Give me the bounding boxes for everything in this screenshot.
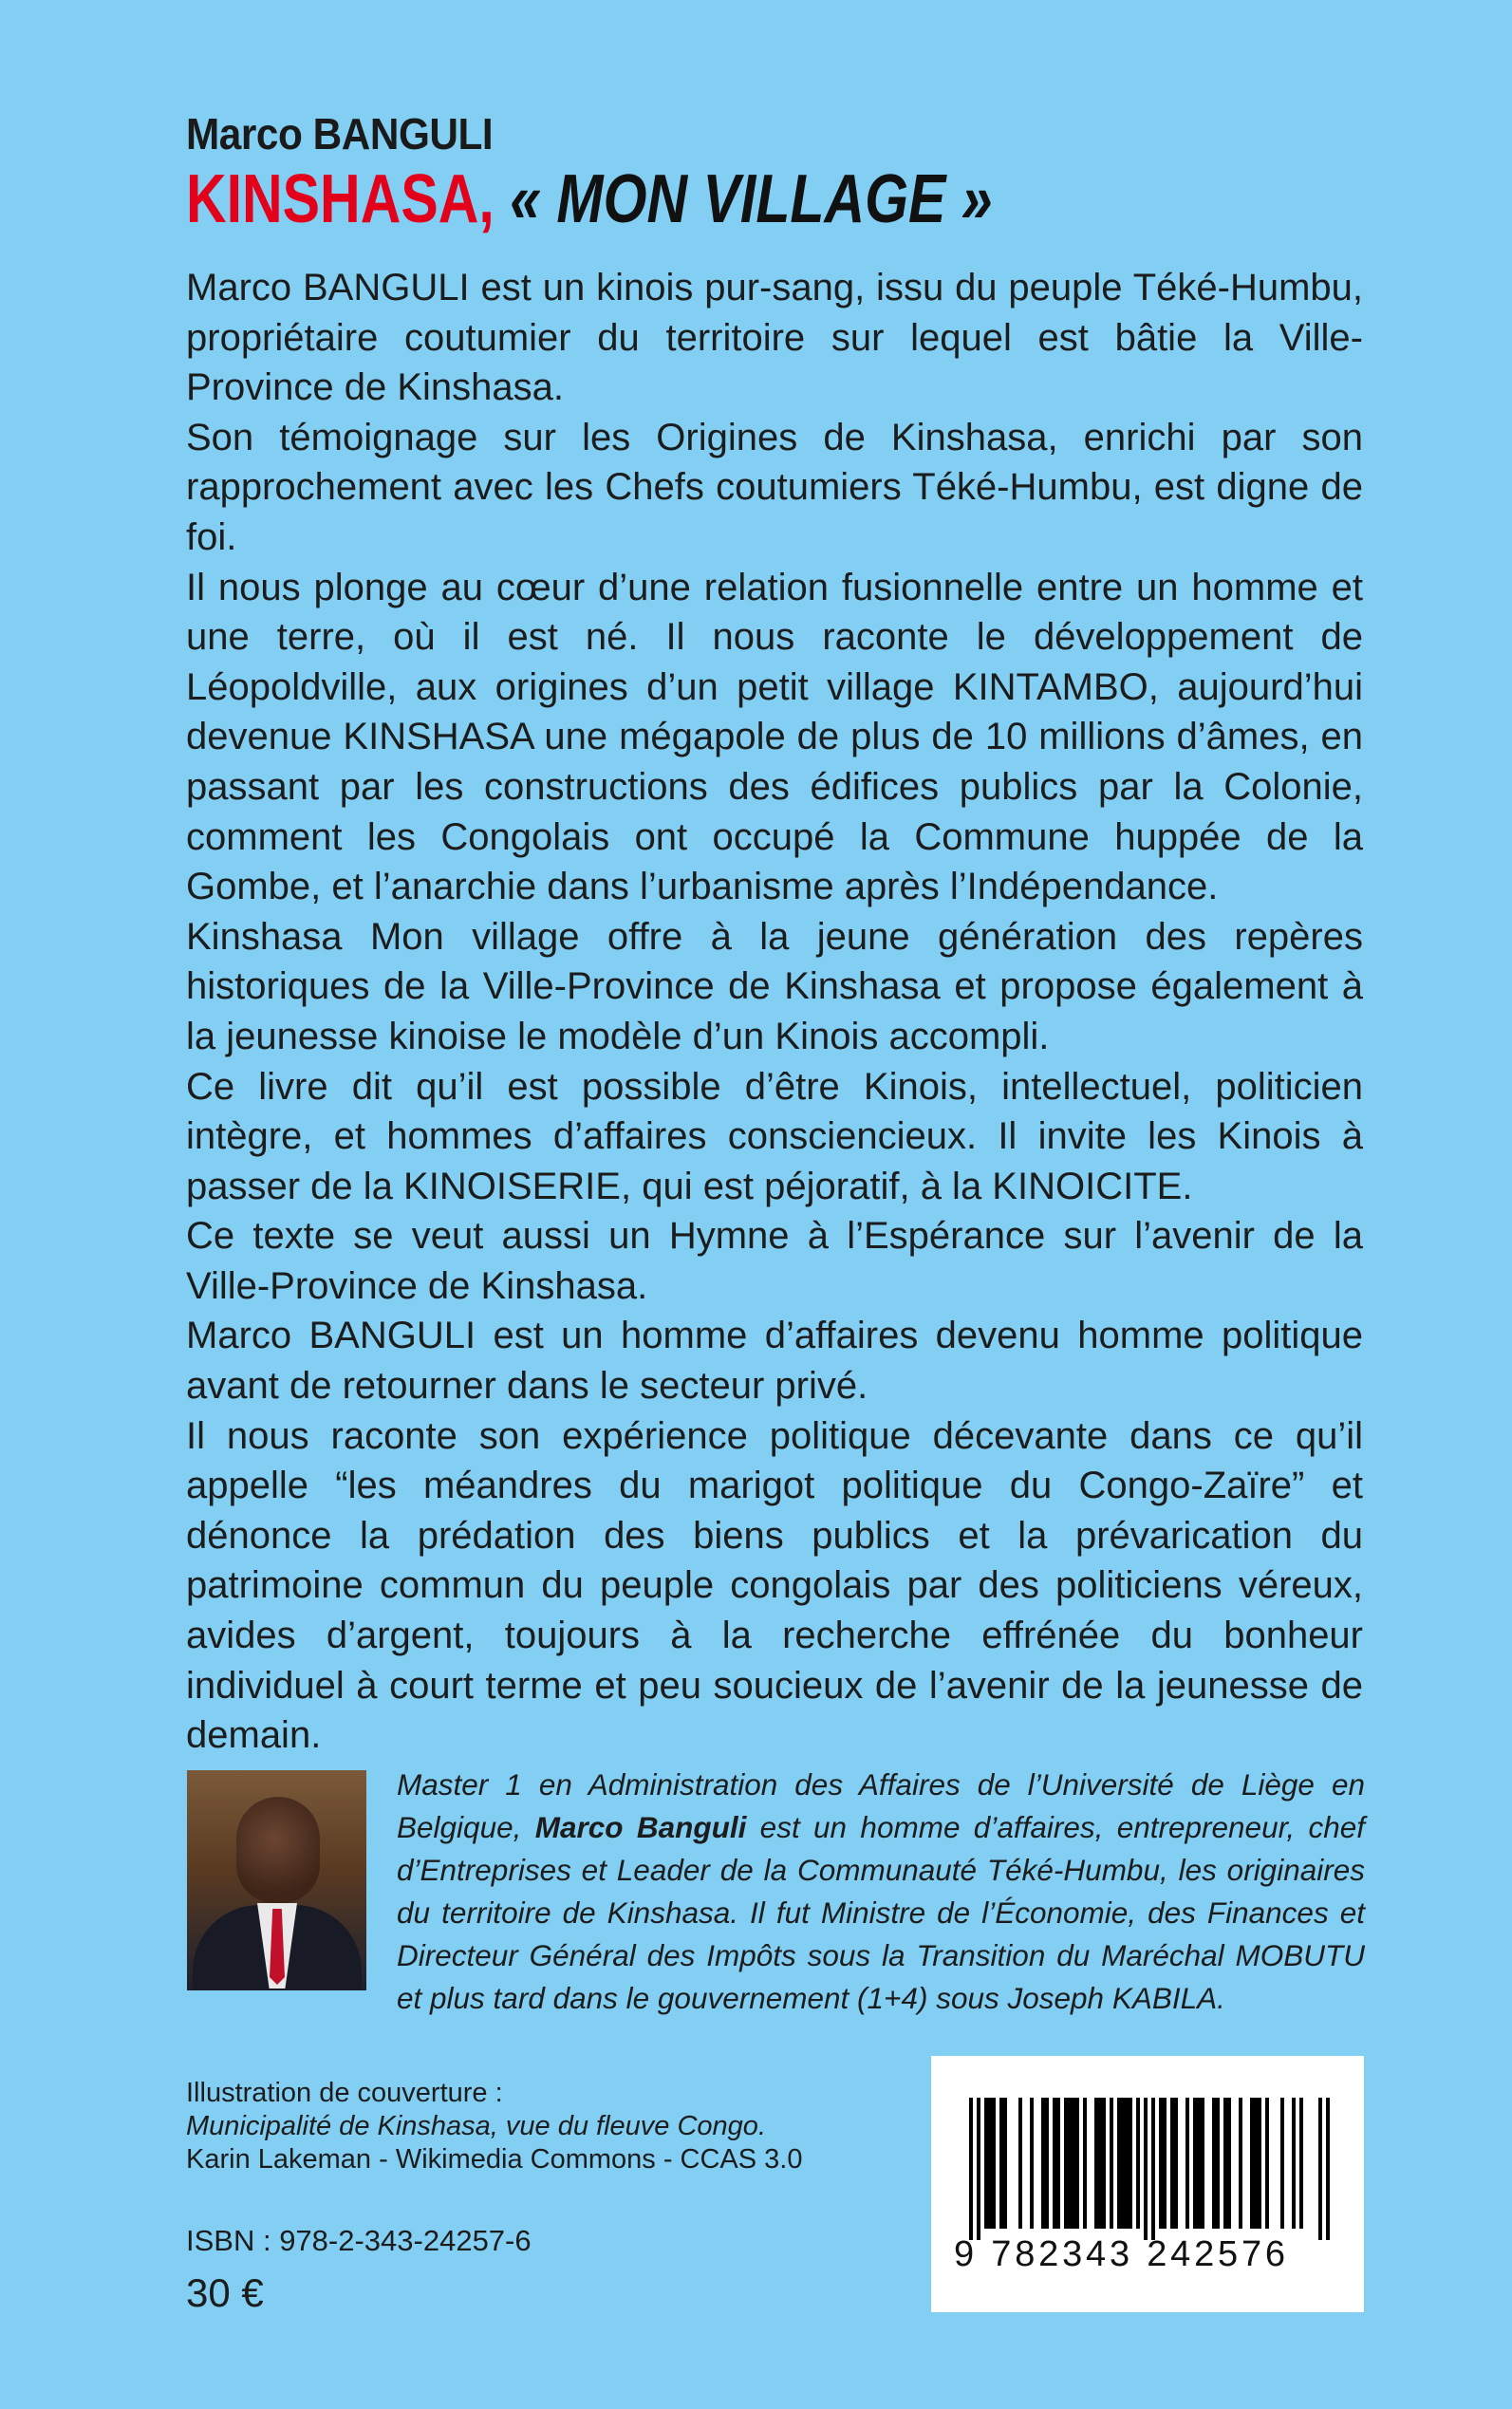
barcode-bar xyxy=(1250,2098,1254,2229)
price: 30 € xyxy=(186,2270,264,2315)
barcode-bar xyxy=(1159,2098,1163,2229)
barcode-bar xyxy=(988,2098,992,2229)
barcode-bar xyxy=(1125,2098,1129,2229)
blurb-paragraph: Il nous plonge au cœur d’une relation fusionnelle entre un homme et une terre, où il est né. Il nous raconte le développement de Léopoldville, aux origines d’un petit village KINTAMBO, aujourd’hui devenue KINSHASA une mégapole de plus de 10 millions d’âmes, en passant par les constructions des édifices publics par la Colonie, comment les Congolais ont occupé la Commune huppée de la Gombe, et l’anarchie dans l’urbanisme après l’Indépendance. xyxy=(186,566,1363,908)
barcode-bar xyxy=(1003,2098,1007,2229)
title-red-part: KINSHASA, xyxy=(186,161,495,237)
barcode-bar xyxy=(1117,2098,1121,2229)
barcode-bar xyxy=(1064,2098,1068,2229)
barcode-bar xyxy=(1170,2098,1174,2229)
barcode-bar xyxy=(1041,2098,1045,2229)
barcode-digits: 9 782343 242576 xyxy=(954,2234,1289,2274)
barcode-bar xyxy=(1110,2098,1113,2229)
barcode-bar xyxy=(969,2098,973,2240)
blurb-paragraph: Son témoignage sur les Origines de Kinshasa, enrichi par son rapprochement avec les Chefs coutumiers Téké-Humbu, est digne de foi. xyxy=(186,416,1363,558)
credits-heading: Illustration de couverture : xyxy=(186,2078,503,2108)
barcode-bar xyxy=(1223,2098,1227,2229)
blurb-paragraph: Il nous raconte son expérience politique décevante dans ce qu’il appelle “les méandres du marigot politique du Congo-Zaïre” et dénonce la prédation des biens publics et la prévarication du patrimoine commun du peuple congolais par des politiciens véreux, avides d’argent, toujours à la recherche effrénée du bonheur individuel à court terme et peu soucieux de l’avenir de la jeunesse de demain. xyxy=(186,1414,1363,1757)
barcode xyxy=(931,2056,1364,2312)
barcode-bar xyxy=(1102,2098,1106,2229)
credits-caption: Municipalité de Kinshasa, vue du fleuve Congo. xyxy=(186,2111,766,2141)
barcode-bar xyxy=(1216,2098,1220,2229)
barcode-bar xyxy=(1197,2098,1201,2229)
barcode-bar xyxy=(1072,2098,1075,2229)
barcode-bar xyxy=(992,2098,996,2229)
cover-credits xyxy=(186,2077,802,2176)
blurb-paragraph: Marco BANGULI est un kinois pur-sang, issu du peuple Téké-Humbu, propriétaire coutumier du territoire sur lequel est bâtie la Ville-Province de Kinshasa. xyxy=(186,267,1363,409)
bio-author-name: Marco Banguli xyxy=(534,1810,747,1844)
back-cover-blurb xyxy=(186,263,1363,1761)
barcode-bar xyxy=(1280,2098,1284,2229)
barcode-bar xyxy=(1292,2098,1296,2229)
barcode-bar xyxy=(1201,2098,1204,2229)
barcode-bar xyxy=(1136,2098,1140,2229)
barcode-bar xyxy=(1045,2098,1049,2229)
barcode-bar xyxy=(1258,2098,1261,2229)
barcode-bar xyxy=(1254,2098,1258,2229)
barcode-bar xyxy=(1129,2098,1132,2229)
barcode-bar xyxy=(999,2098,1003,2229)
barcode-bar xyxy=(1056,2098,1060,2229)
barcode-bar xyxy=(1053,2098,1056,2229)
barcode-bar xyxy=(1174,2098,1178,2229)
title-black-part: « MON VILLAGE » xyxy=(510,161,993,237)
blurb-paragraph: Marco BANGULI est un homme d’affaires devenu homme politique avant de retourner dans le secteur privé. xyxy=(186,1315,1363,1408)
blurb-paragraph: Ce texte se veut aussi un Hymne à l’Espérance sur l’avenir de la Ville-Province de Kinshasa. xyxy=(186,1215,1363,1307)
blurb-paragraph: Ce livre dit qu’il est possible d’être Kinois, intellectuel, politicien intègre, et hommes d’affaires consciencieux. Il invite les Kinois à passer de la KINOISERIE, qui est péjoratif, à la KINOICITE. xyxy=(186,1065,1363,1207)
barcode-bar xyxy=(1144,2098,1148,2240)
barcode-bar xyxy=(1318,2098,1322,2240)
barcode-bar xyxy=(1018,2098,1022,2229)
barcode-bar xyxy=(1326,2098,1330,2240)
author-name: Marco BANGULI xyxy=(186,109,494,159)
barcode-bar xyxy=(1193,2098,1197,2229)
barcode-bar xyxy=(1121,2098,1125,2229)
author-photo xyxy=(187,1770,366,1990)
barcode-bar xyxy=(1030,2098,1034,2229)
barcode-bar xyxy=(977,2098,980,2240)
barcode-bars xyxy=(969,2098,1330,2240)
barcode-bar xyxy=(984,2098,988,2229)
barcode-bar xyxy=(1151,2098,1155,2240)
barcode-bar xyxy=(1265,2098,1269,2229)
blurb-paragraph: Kinshasa Mon village offre à la jeune génération des repères historiques de la Ville-Province de Kinshasa et propose également à la jeunesse kinoise le modèle d’un Kinois accompli. xyxy=(186,915,1363,1057)
isbn: ISBN : 978-2-343-24257-6 xyxy=(186,2224,532,2257)
bio-intro: Master 1 en Administration des Affaires de l’Université de Liège en Belgique, xyxy=(397,1767,1365,1844)
barcode-bar xyxy=(1185,2098,1189,2229)
bio-rest: est un homme d’affaires, entrepreneur, chef d’Entreprises et Leader de la Communauté Téké-Humbu, les originaires du territoire de Kinshasa. Il fut Ministre de l’Économie, des Finances et Directeur Général des Impôts sous la Transition du Maréchal MOBUTU et plus tard dans le gouvernement (1+4) sous Joseph KABILA. xyxy=(397,1810,1365,2015)
barcode-bar xyxy=(1212,2098,1216,2229)
barcode-bar xyxy=(1075,2098,1079,2229)
barcode-bar xyxy=(1299,2098,1303,2229)
barcode-bar xyxy=(1239,2098,1242,2229)
barcode-bar xyxy=(1068,2098,1072,2229)
barcode-bar xyxy=(1163,2098,1167,2229)
credits-source: Karin Lakeman - Wikimedia Commons - CCAS 3.0 xyxy=(186,2144,803,2175)
barcode-bar xyxy=(1083,2098,1087,2229)
barcode-bar xyxy=(1098,2098,1102,2229)
book-title xyxy=(186,161,993,237)
author-bio xyxy=(397,1764,1365,2020)
barcode-bar xyxy=(1227,2098,1231,2229)
barcode-bar xyxy=(1094,2098,1098,2229)
